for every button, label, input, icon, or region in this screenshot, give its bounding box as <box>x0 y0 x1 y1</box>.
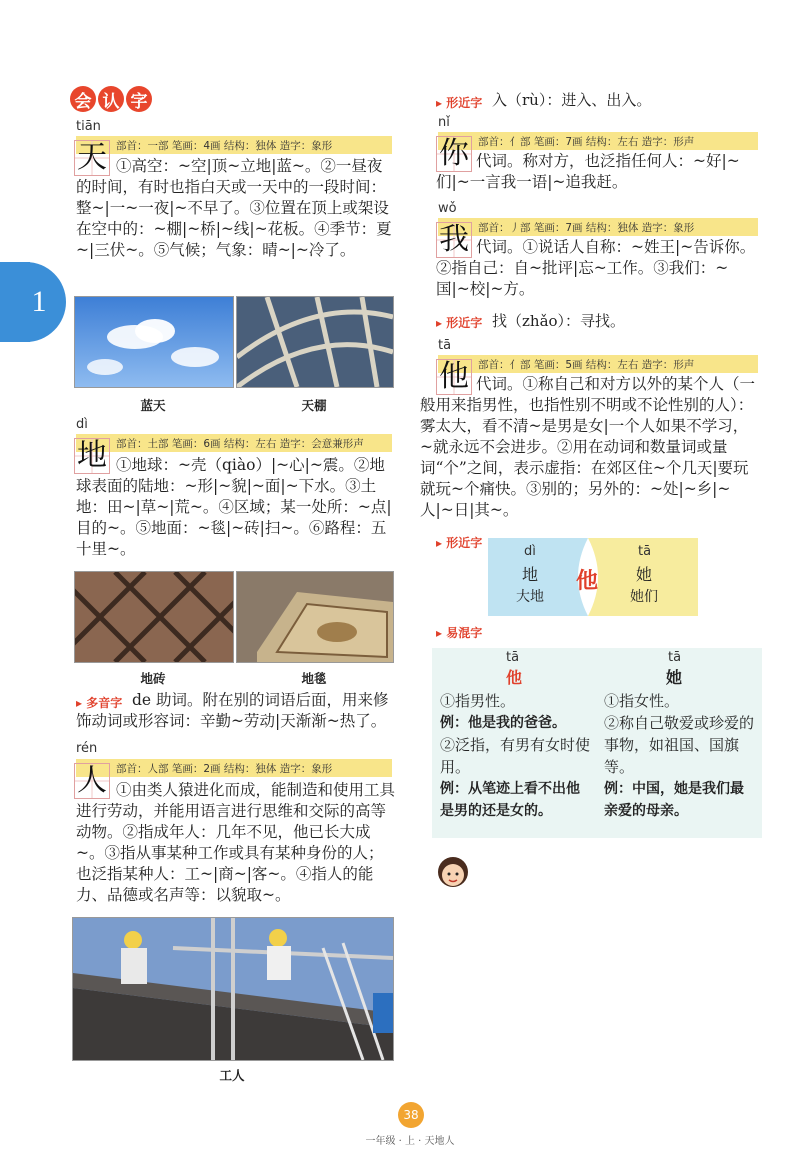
near-char-text-zhao: 找（zhǎo）：寻找。 <box>492 312 626 330</box>
definition-ta: 代词。①称自己和对方以外的某个人（一般用来指男性，也指性别不明或不论性别的人）：雾太大，看不清~是男是女|一个人如果不学习，~就永远不会进步。②用在动词和数量词或量词“个”之间，表示虚指：在郊区住~个几天|要玩就玩~个痛快。③别的；另外的：~处|~乡|~人|~日|其~。 <box>420 375 756 519</box>
pinyin-wo: wǒ <box>438 201 457 216</box>
char-box-ren: 人 <box>74 763 110 799</box>
confuse-right-example: 例：中国，她是我们最亲爱的母亲。 <box>604 781 744 819</box>
info-bar-ta: 部首：亻部 笔画：5画 结构：左右 造字：形声 <box>438 355 758 373</box>
page-footer: 一年级 · 上 · 天地人 <box>365 1136 455 1147</box>
carpet-graphic <box>237 572 393 662</box>
char-box-tian: 天 <box>74 140 110 176</box>
photo-ceiling <box>236 296 394 388</box>
confuse-right-char: 她 <box>666 668 683 687</box>
compare-right-char: 她 <box>636 565 653 584</box>
pinyin-di: dì <box>76 417 88 432</box>
caption-floor-tiles: 地砖 <box>140 671 166 686</box>
near-char-text-ru: 入（rù）：进入、出入。 <box>492 91 652 109</box>
caption-carpet: 地毯 <box>301 671 327 686</box>
compare-right-pinyin: tā <box>638 544 652 559</box>
tiles-graphic <box>75 572 233 662</box>
photo-floor-tiles <box>74 571 234 663</box>
info-bar-ren: 部首：人部 笔画：2画 结构：独体 造字：象形 <box>76 759 392 777</box>
confuse-left-line: ①指男性。 <box>440 692 516 710</box>
ceiling-graphic <box>237 297 393 387</box>
near-char-label-ru: ▸ 形近字 <box>436 94 482 111</box>
confuse-left-char: 他 <box>506 668 523 687</box>
confuse-left-column <box>440 690 592 822</box>
page-number: 38 <box>398 1102 424 1128</box>
photo-carpet <box>236 571 394 663</box>
definition-ni: 代词。称对方，也泛指任何人：~好|~们|~一言我一语|~追我赶。 <box>436 152 740 191</box>
near-char-compare <box>488 538 698 616</box>
polyphone-text: de 助词。附在别的词语后面，用来修饰动词或形容词：辛勤~劳动|天渐渐~热了。 <box>76 691 389 730</box>
section-title-char: 字 <box>126 86 152 112</box>
confuse-right-column <box>604 690 754 822</box>
compare-right-word: 她们 <box>630 589 658 605</box>
definition-wo: 代词。①说话人自称：~姓王|~告诉你。②指自己：自~批评|忘~工作。③我们：~国|~校|~方。 <box>436 238 756 298</box>
confuse-right-pinyin: tā <box>668 650 682 665</box>
char-box-wo: 我 <box>436 222 472 258</box>
confuse-left-example: 例：从笔迹上看不出他是男的还是女的。 <box>440 781 580 819</box>
polyphone-label: ▸ 多音字 <box>76 694 122 711</box>
section-title-char: 认 <box>98 86 124 112</box>
chapter-tab <box>12 262 66 342</box>
section-title <box>70 86 152 112</box>
cloud-graphic <box>75 297 233 387</box>
info-bar-ni: 部首：亻部 笔画：7画 结构：左右 造字：形声 <box>438 132 758 150</box>
info-bar-wo: 部首：丿部 笔画：7画 结构：独体 造字：象形 <box>438 218 758 236</box>
photo-workers <box>72 917 394 1061</box>
compare-center-char: 他 <box>576 568 599 594</box>
near-char-label-zhao: ▸ 形近字 <box>436 314 482 331</box>
definition-tian: ①高空：~空|顶~立地|蓝~。②一昼夜的时间，有时也指白天或一天中的一段时间：整~|一~一夜|~不早了。③位置在顶上或架设在空中的：~棚|~桥|~线|~花板。④季节：夏~|三伏~。⑤气候；气象：晴~|~冷了。 <box>76 157 392 259</box>
char-box-di: 地 <box>74 438 110 474</box>
pinyin-ta: tā <box>438 338 452 353</box>
caption-ceiling: 天棚 <box>301 398 327 413</box>
compare-left-char: 地 <box>522 565 539 584</box>
pinyin-ni: nǐ <box>438 115 450 130</box>
info-bar-di: 部首：土部 笔画：6画 结构：左右 造字：会意兼形声 <box>76 434 392 452</box>
caption-workers: 工人 <box>219 1068 245 1083</box>
confuse-right-line: ①指女性。 <box>604 692 680 710</box>
info-bar-tian: 部首：一部 笔画：4画 结构：独体 造字：象形 <box>76 136 392 154</box>
confusable-label: ▸ 易混字 <box>436 624 482 641</box>
compare-left-pinyin: dì <box>524 544 536 559</box>
definition-di: ①地球：~壳（qiào）|~心|~震。②地球表面的陆地：~形|~貌|~面|~下水。③土地：田~|草~|荒~。④区域；某一处所：~点|目的~。⑤地面：~毯|~砖|扫~。⑥路程：五十里~。 <box>76 456 392 558</box>
caption-blue-sky: 蓝天 <box>140 398 166 413</box>
confuse-left-example: 例：他是我的爸爸。 <box>440 715 566 731</box>
near-char-label-ta: ▸ 形近字 <box>436 534 482 551</box>
section-title-char: 会 <box>70 86 96 112</box>
char-box-ta: 他 <box>436 359 472 395</box>
chapter-number: 1 <box>31 285 47 318</box>
pinyin-ren: rén <box>76 741 98 756</box>
pinyin-tian: tiān <box>76 119 101 134</box>
confuse-right-line: ②称自己敬爱或珍爱的事物，如祖国、国旗等。 <box>604 714 755 776</box>
char-box-ni: 你 <box>436 136 472 172</box>
photo-blue-sky <box>74 296 234 388</box>
compare-left-word: 大地 <box>516 589 544 605</box>
confuse-left-pinyin: tā <box>506 650 520 665</box>
confuse-left-line: ②泛指，有男有女时使用。 <box>440 736 591 776</box>
definition-ren: ①由类人猿进化而成，能制造和使用工具进行劳动，并能用语言进行思维和交际的高等动物。②指成年人：几年不见，他已长大成~。③指从事某种工作或具有某种身份的人；也泛指某种人：工~|商~|客~。④指人的能力、品德或名声等：以貌取~。 <box>76 781 396 904</box>
workers-graphic <box>73 918 393 1060</box>
girl-avatar-icon <box>437 856 469 890</box>
